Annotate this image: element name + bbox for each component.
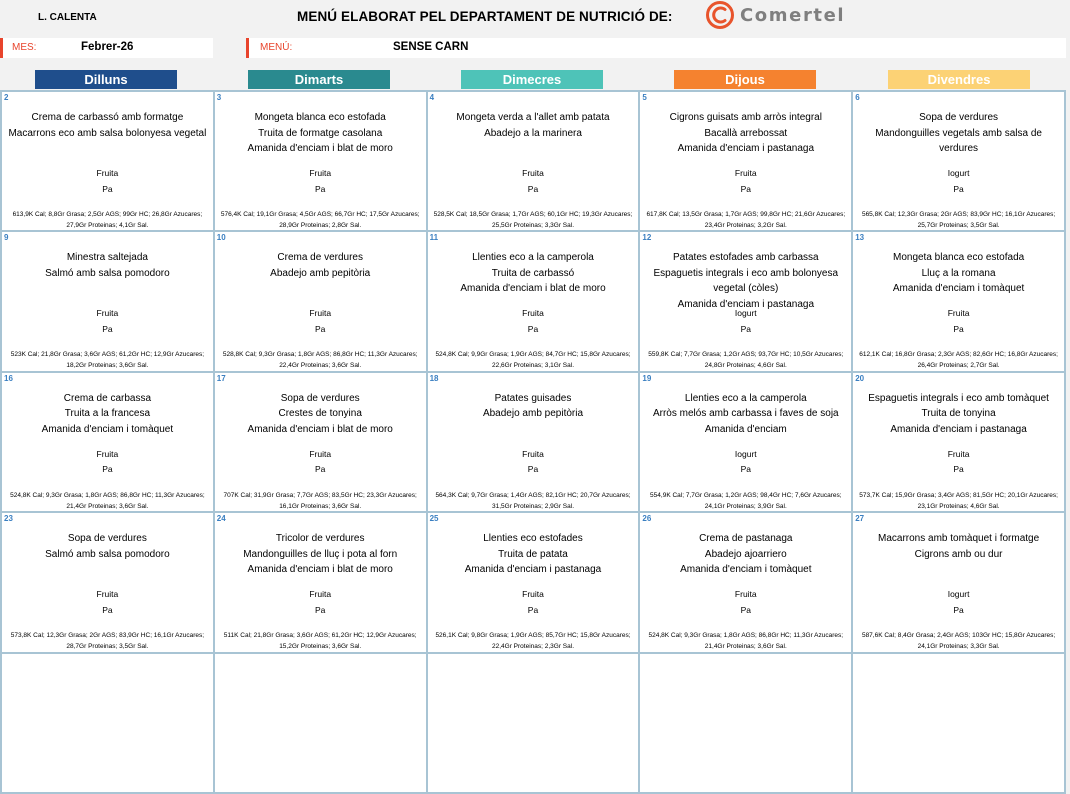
day-cell <box>2 373 213 511</box>
day-number: 6 <box>855 93 860 102</box>
dish-list <box>6 531 209 562</box>
extras-list <box>6 166 209 197</box>
dish-item: Mandonguilles vegetals amb salsa de verdures <box>875 127 1042 154</box>
bread-item: Pa <box>102 604 113 615</box>
bread-item: Pa <box>527 323 539 334</box>
nutrition-info: 573,8K Cal; 12,3Gr Grasa; 2Gr AGS; 83,9Gr HC; 16,1Gr Azucares; 28,7Gr Proteinas; 3,5Gr Sal. <box>10 632 205 651</box>
nutrition-info: 564,3K Cal; 9,7Gr Grasa; 1,4Gr AGS; 82,1Gr HC; 20,7Gr Azucares; 31,5Gr Proteinas; 2,9Gr Sal. <box>435 491 631 510</box>
dish-item: Minestra saltejada <box>66 252 148 264</box>
extras-list <box>432 166 635 197</box>
bread-item: Pa <box>740 323 751 334</box>
nutrition-info: 587,6K Cal; 8,4Gr Grasa; 2,4Gr AGS; 103Gr HC; 15,8Gr Azucares; 24,1Gr Proteinas; 3,3Gr Sal. <box>861 632 1056 651</box>
day-cell <box>428 373 639 511</box>
day-number: 20 <box>855 373 865 383</box>
dessert-item: Fruita <box>309 589 332 600</box>
day-cell <box>428 92 639 230</box>
dish-item: Amanida d'enciam i blat de moro <box>247 564 393 576</box>
dish-list <box>6 250 209 281</box>
bread-item: Pa <box>314 183 326 194</box>
dish-item: Espaguetis integrals i eco amb bolonyesa vegetal (còles) <box>653 267 839 295</box>
dish-item: Mongeta blanca eco estofada <box>254 112 386 123</box>
dish-item: Amanida d'enciam i blat de moro <box>247 423 393 435</box>
dessert-item: Fruita <box>96 448 119 459</box>
dish-item: Espaguetis integrals i eco amb tomàquet <box>868 392 1049 404</box>
extras-list <box>432 587 635 618</box>
dish-item: Amanida d'enciam i pastanaga <box>677 143 815 154</box>
dish-list <box>644 110 847 157</box>
dessert-item: Iogurt <box>734 308 757 319</box>
day-cell <box>2 232 213 370</box>
day-cell <box>428 513 639 651</box>
extras-list <box>644 306 847 337</box>
nutrition-info: 524,8K Cal; 9,3Gr Grasa; 1,8Gr AGS; 86,8Gr HC; 11,3Gr Azucares; 21,4Gr Proteinas; 3,6Gr Sal. <box>648 632 844 651</box>
bread-item: Pa <box>527 183 539 194</box>
extras-list <box>219 166 422 197</box>
extras-list <box>219 587 422 618</box>
company-logo <box>706 1 845 29</box>
dish-item: Truita de formatge casolana <box>258 127 383 139</box>
dish-item: Bacallà arrebossat <box>704 127 788 139</box>
day-number: 5 <box>642 93 647 102</box>
dish-item: Mandonguilles de lluç i pota al forn <box>243 548 398 560</box>
dessert-item: Fruita <box>96 308 119 319</box>
bread-item: Pa <box>102 464 113 475</box>
dish-list <box>857 391 1060 438</box>
day-cell <box>215 513 426 651</box>
day-cell <box>853 92 1064 230</box>
dish-item: Cigrons guisats amb arròs integral <box>669 112 822 123</box>
extras-list <box>644 587 847 618</box>
nutrition-info: 554,9K Cal; 7,7Gr Grasa; 1,2Gr AGS; 98,4Gr HC; 7,6Gr Azucares; 24,1Gr Proteinas; 3,9Gr Sal. <box>650 491 842 510</box>
day-number: 9 <box>4 233 9 243</box>
dish-list <box>6 110 209 141</box>
dish-list <box>432 391 635 422</box>
day-cell <box>853 232 1064 370</box>
bread-item: Pa <box>314 604 326 615</box>
bread-item: Pa <box>314 464 326 475</box>
dish-item: Macarrons amb tomàquet i formatge <box>878 533 1040 545</box>
dish-item: Sopa de verdures <box>67 533 147 545</box>
dish-item: Abadejo a la marinera <box>484 127 582 139</box>
dish-item: Amanida d'enciam i tomàquet <box>892 283 1025 295</box>
menu-value: SENSE CARN <box>393 41 469 53</box>
dish-item: Sopa de verdures <box>919 112 999 123</box>
dish-list <box>432 250 635 297</box>
empty-cell <box>853 654 1064 792</box>
extras-list <box>644 447 847 478</box>
dessert-item: Fruita <box>96 589 119 600</box>
dish-item: Abadejo amb pepitòria <box>270 267 371 279</box>
dish-list <box>219 250 422 281</box>
dish-item: Macarrons eco amb salsa bolonyesa vegetal <box>8 127 207 139</box>
extras-list <box>6 306 209 337</box>
day-cell <box>853 513 1064 651</box>
dish-item: Amanida d'enciam i tomàquet <box>41 423 174 435</box>
dessert-item: Fruita <box>96 168 119 178</box>
dish-list <box>219 110 422 157</box>
dessert-item: Fruita <box>309 448 332 459</box>
dish-item: Truita de patata <box>498 548 568 560</box>
dessert-item: Iogurt <box>734 448 757 459</box>
dish-list <box>219 531 422 578</box>
dish-list <box>857 110 1060 157</box>
bread-item: Pa <box>953 323 964 334</box>
day-number: 13 <box>855 233 865 243</box>
month-label: MES: <box>12 42 37 53</box>
nutrition-info: 528,5K Cal; 18,5Gr Grasa; 1,7Gr AGS; 60,1Gr HC; 19,3Gr Azucares; 25,5Gr Proteinas; 3,3Gr Sal. <box>433 211 633 229</box>
empty-cell <box>428 654 639 792</box>
nutrition-info: 524,8K Cal; 9,9Gr Grasa; 1,9Gr AGS; 84,7Gr HC; 15,8Gr Azucares; 22,6Gr Proteinas; 3,1Gr Sal. <box>435 351 631 370</box>
dish-item: Truita de carbassó <box>491 267 575 279</box>
dish-item: Llenties eco estofades <box>483 533 583 545</box>
nutrition-info: 511K Cal; 21,8Gr Grasa; 3,6Gr AGS; 61,2Gr HC; 12,9Gr Azucares; 15,2Gr Proteinas; 3,6Gr Sal. <box>223 632 417 651</box>
dish-item: Truita de tonyina <box>921 408 996 420</box>
dish-item: Llenties eco a la camperola <box>472 252 594 264</box>
day-number: 23 <box>4 514 13 524</box>
logo-text: Comertel <box>740 4 846 26</box>
dessert-item: Fruita <box>522 589 544 600</box>
day-cell <box>640 513 851 651</box>
dish-item: Amanida d'enciam i pastanaga <box>464 564 602 576</box>
nutrition-info: 559,8K Cal; 7,7Gr Grasa; 1,2Gr AGS; 93,7Gr HC; 10,5Gr Azucares; 24,8Gr Proteinas; 4,6Gr Sal. <box>648 351 844 370</box>
extras-list <box>219 306 422 337</box>
empty-cell <box>215 654 426 792</box>
nutrition-info: 573,7K Cal; 15,9Gr Grasa; 3,4Gr AGS; 81,5Gr HC; 20,1Gr Azucares; 23,1Gr Proteinas; 4,6Gr Sal. <box>859 491 1058 510</box>
day-number: 16 <box>4 373 13 383</box>
day-number: 24 <box>216 514 226 524</box>
empty-cell <box>640 654 851 792</box>
day-cell <box>2 92 213 230</box>
bread-item: Pa <box>740 604 751 615</box>
day-header-dimarts: Dimarts <box>248 70 390 89</box>
dish-list <box>857 531 1060 562</box>
day-number: 19 <box>642 373 652 383</box>
bread-item: Pa <box>740 183 751 194</box>
bread-item: Pa <box>314 323 326 334</box>
dessert-item: Iogurt <box>947 168 970 178</box>
bread-item: Pa <box>953 604 964 615</box>
extras-list <box>857 447 1060 478</box>
dish-item: Patates guisades <box>494 392 572 404</box>
bread-item: Pa <box>527 464 539 475</box>
bread-item: Pa <box>740 464 751 475</box>
dish-item: Crestes de tonyina <box>278 408 362 420</box>
dish-item: Amanida d'enciam i blat de moro <box>460 283 606 295</box>
dish-item: Patates estofades amb carbassa <box>672 252 819 264</box>
extras-list <box>644 166 847 197</box>
day-header-divendres: Divendres <box>888 70 1030 89</box>
kitchen-type-label: L. CALENTA <box>38 12 97 23</box>
day-header-dilluns: Dilluns <box>35 70 177 89</box>
day-number: 17 <box>216 373 226 383</box>
menu-field <box>246 38 1066 58</box>
dish-item: Crema de pastanaga <box>699 533 793 545</box>
extras-list <box>6 587 209 618</box>
dish-item: Crema de carbassó amb formatge <box>31 112 184 123</box>
extras-list <box>857 306 1060 337</box>
dish-item: Abadejo amb pepitòria <box>482 408 584 420</box>
dessert-item: Fruita <box>734 589 757 600</box>
dish-item: Mongeta blanca eco estofada <box>892 252 1025 264</box>
dish-list <box>6 391 209 438</box>
month-field <box>0 38 213 58</box>
dish-item: Salmó amb salsa pomodoro <box>45 267 170 279</box>
dish-item: Arròs melós amb carbassa i faves de soja <box>652 408 839 420</box>
dish-item: Llenties eco a la camperola <box>684 392 807 404</box>
dish-item: Amanida d'enciam <box>704 423 787 435</box>
dish-item: Cigrons amb ou dur <box>914 548 1003 560</box>
nutrition-info: 617,8K Cal; 13,5Gr Grasa; 1,7Gr AGS; 99,8Gr HC; 21,6Gr Azucares; 23,4Gr Proteinas; 3,2Gr Sal. <box>646 211 846 229</box>
day-header-dimecres: Dimecres <box>461 70 603 89</box>
bread-item: Pa <box>953 183 964 194</box>
day-number: 25 <box>429 514 439 524</box>
day-header-dijous: Dijous <box>674 70 816 89</box>
dessert-item: Fruita <box>522 448 544 459</box>
dish-list <box>644 531 847 578</box>
day-number: 27 <box>855 514 865 524</box>
dessert-item: Fruita <box>947 308 970 319</box>
dish-item: Abadejo ajoarriero <box>704 548 787 560</box>
nutrition-info: 612,1K Cal; 16,8Gr Grasa; 2,3Gr AGS; 82,6Gr HC; 16,8Gr Azucares; 26,4Gr Proteinas; 2,7Gr Sal. <box>859 351 1058 370</box>
extras-list <box>432 447 635 478</box>
bread-item: Pa <box>102 323 113 334</box>
day-number: 3 <box>216 93 222 102</box>
dish-list <box>644 391 847 438</box>
day-cell <box>640 232 851 370</box>
dish-list <box>857 250 1060 297</box>
dish-list <box>219 391 422 438</box>
dish-item: Crema de carbassa <box>63 392 152 404</box>
dessert-item: Iogurt <box>947 589 970 600</box>
dessert-item: Fruita <box>309 308 332 319</box>
extras-list <box>857 587 1060 618</box>
dish-item: Sopa de verdures <box>280 392 360 404</box>
day-cell <box>215 232 426 370</box>
dish-item: Amanida d'enciam i pastanaga <box>890 423 1027 435</box>
day-number: 4 <box>429 93 435 102</box>
nutrition-info: 707K Cal; 31,9Gr Grasa; 7,7Gr AGS; 83,5Gr HC; 23,3Gr Azucares; 16,1Gr Proteinas; 3,6Gr Sal. <box>223 491 417 510</box>
day-number: 11 <box>429 233 439 243</box>
dessert-item: Fruita <box>309 168 332 178</box>
day-number: 18 <box>429 373 439 383</box>
nutrition-info: 526,1K Cal; 9,8Gr Grasa; 1,9Gr AGS; 85,7Gr HC; 15,8Gr Azucares; 22,4Gr Proteinas; 2,3Gr Sal. <box>435 632 631 651</box>
bread-item: Pa <box>102 183 113 194</box>
dish-item: Tricolor de verdures <box>275 533 365 545</box>
nutrition-info: 528,8K Cal; 9,3Gr Grasa; 1,8Gr AGS; 86,8Gr HC; 11,3Gr Azucares; 22,4Gr Proteinas; 3,6Gr Sal. <box>222 351 418 370</box>
dish-list <box>432 110 635 141</box>
extras-list <box>857 166 1060 197</box>
extras-list <box>219 447 422 478</box>
dessert-item: Fruita <box>947 448 970 459</box>
day-cell <box>640 92 851 230</box>
day-number: 2 <box>4 93 9 102</box>
bread-item: Pa <box>953 464 964 475</box>
day-cell <box>640 373 851 511</box>
dish-item: Crema de verdures <box>277 252 363 264</box>
menu-label: MENÚ: <box>260 42 293 53</box>
empty-cell <box>2 654 213 792</box>
dish-item: Amanida d'enciam i pastanaga <box>677 298 815 310</box>
nutrition-info: 576,4K Cal; 19,1Gr Grasa; 4,5Gr AGS; 66,7Gr HC; 17,5Gr Azucares; 28,9Gr Proteinas; 2,8Gr Sal. <box>220 211 420 229</box>
dish-item: Amanida d'enciam i blat de moro <box>247 143 393 154</box>
day-cell <box>428 232 639 370</box>
month-value: Febrer-26 <box>81 41 134 53</box>
page-title: MENÚ ELABORAT PEL DEPARTAMENT DE NUTRICIÓ DE: <box>297 9 673 24</box>
nutrition-info: 523K Cal; 21,8Gr Grasa; 3,6Gr AGS; 61,2Gr HC; 12,9Gr Azucares; 18,2Gr Proteinas; 3,6Gr Sal. <box>10 351 205 370</box>
menu-calendar-grid <box>0 90 1066 794</box>
nutrition-info: 524,8K Cal; 9,3Gr Grasa; 1,8Gr AGS; 86,8Gr HC; 11,3Gr Azucares; 21,4Gr Proteinas; 3,6Gr Sal. <box>10 491 205 510</box>
extras-list <box>432 306 635 337</box>
day-cell <box>215 92 426 230</box>
day-cell <box>853 373 1064 511</box>
day-cell <box>2 513 213 651</box>
day-number: 12 <box>642 233 652 243</box>
dessert-item: Fruita <box>522 168 544 178</box>
dish-list <box>644 250 847 312</box>
day-number: 26 <box>642 514 652 524</box>
comertel-logo-icon <box>706 1 734 29</box>
day-cell <box>215 373 426 511</box>
bread-item: Pa <box>527 604 539 615</box>
dish-item: Mongeta verda a l'allet amb patata <box>456 112 610 123</box>
dish-item: Lluç a la romana <box>921 267 996 279</box>
dessert-item: Fruita <box>734 168 757 178</box>
nutrition-info: 613,9K Cal; 8,8Gr Grasa; 2,5Gr AGS; 99Gr HC; 26,8Gr Azucares; 27,9Gr Proteinas; 4,1Gr Sal. <box>12 211 203 229</box>
dish-item: Amanida d'enciam i tomàquet <box>680 564 812 576</box>
day-number: 10 <box>216 233 226 243</box>
dish-list <box>432 531 635 578</box>
extras-list <box>6 447 209 478</box>
nutrition-info: 565,8K Cal; 12,3Gr Grasa; 2Gr AGS; 83,9Gr HC; 16,1Gr Azucares; 25,7Gr Proteinas; 3,5Gr Sal. <box>861 211 1056 229</box>
dessert-item: Fruita <box>522 308 544 319</box>
dish-item: Salmó amb salsa pomodoro <box>45 548 170 560</box>
dish-item: Truita a la francesa <box>64 408 151 420</box>
